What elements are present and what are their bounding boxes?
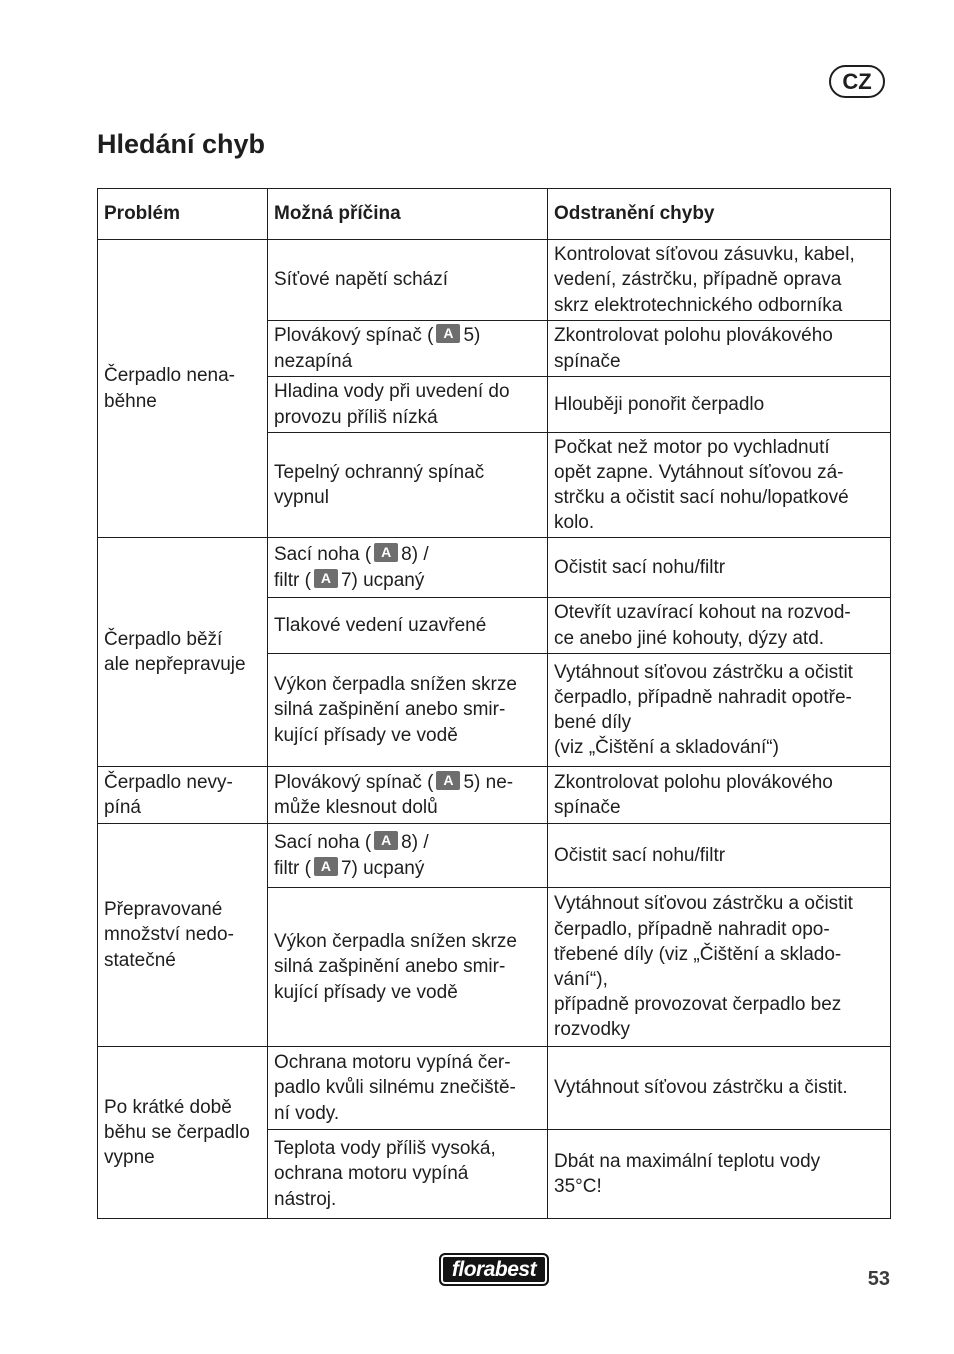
cause-text: 8) / filtr ( [274, 832, 429, 879]
problem-cell: Po krátké době běhu se čerpadlo vypne [98, 1047, 268, 1219]
page-title: Hledání chyb [97, 129, 266, 159]
page-number: 53 [867, 1268, 890, 1290]
remedy-cell: Vytáhnout síťovou zástrčku a očistit čerpadlo, případně nahradit opotře- bené díly (viz „Čištění a skladování“) [548, 654, 891, 767]
table-row [98, 538, 891, 598]
figure-a-ref-icon [436, 324, 460, 343]
cause-text: 7) ucpaný [340, 857, 425, 879]
cause-text: Plovákový spínač ( [274, 325, 434, 347]
header-cause: Možná příčina [268, 189, 548, 240]
remedy-cell: Zkontrolovat polohu plovákového spínače [548, 321, 891, 377]
table-row [98, 240, 891, 321]
remedy-cell: Očistit sací nohu/filtr [548, 824, 891, 888]
cause-cell: Výkon čerpadla snížen skrze silná zašpinění anebo smir- kující přísady ve vodě [268, 654, 548, 767]
table-row [98, 767, 891, 824]
remedy-cell: Dbát na maximální teplotu vody 35°C! [548, 1130, 891, 1219]
logo-text: florabest [451, 1258, 537, 1281]
table-row [98, 824, 891, 888]
cause-cell [268, 767, 548, 824]
remedy-cell: Vytáhnout síťovou zástrčku a čistit. [548, 1047, 891, 1130]
cause-text: Sací noha ( [274, 544, 372, 566]
cause-cell: Tlakové vedení uzavřené [268, 598, 548, 654]
cause-cell: Síťové napětí schází [268, 240, 548, 321]
cause-text: 5) ne- může klesnout dolů [274, 771, 514, 818]
cause-cell [268, 824, 548, 888]
cause-cell: Tepelný ochranný spínač vypnul [268, 433, 548, 538]
problem-cell: Čerpadlo nena- běhne [98, 240, 268, 538]
remedy-cell: Zkontrolovat polohu plovákového spínače [548, 767, 891, 824]
remedy-cell: Otevřít uzavírací kohout na rozvod- ce anebo jiné kohouty, dýzy atd. [548, 598, 891, 654]
florabest-logo [439, 1253, 549, 1286]
header-remedy: Odstranění chyby [548, 189, 891, 240]
figure-a-ref-icon [314, 857, 338, 876]
problem-cell: Přepravované množství nedo- statečné [98, 824, 268, 1047]
figure-a-ref-icon [314, 569, 338, 588]
remedy-cell: Kontrolovat síťovou zásuvku, kabel, vedení, zástrčku, případně oprava skrz elektrotechnického odborníka [548, 240, 891, 321]
figure-a-ref-icon [436, 771, 460, 790]
cause-cell: Hladina vody při uvedení do provozu příliš nízká [268, 377, 548, 433]
cause-cell: Ochrana motoru vypíná čer- padlo kvůli silnému znečiště- ní vody. [268, 1047, 548, 1130]
figure-a-ref-icon [374, 543, 398, 562]
cause-text: Plovákový spínač ( [274, 771, 434, 793]
cause-text: 8) / filtr ( [274, 544, 429, 591]
problem-cell: Čerpadlo běží ale nepřepravuje [98, 538, 268, 767]
language-badge: CZ [829, 65, 885, 98]
table-row [98, 1047, 891, 1130]
cause-cell: Teplota vody příliš vysoká, ochrana motoru vypíná nástroj. [268, 1130, 548, 1219]
remedy-cell: Počkat než motor po vychladnutí opět zapne. Vytáhnout síťovou zá- strčku a očistit sací nohu/lopatkové kolo. [548, 433, 891, 538]
problem-cell: Čerpadlo nevy- píná [98, 767, 268, 824]
header-problem: Problém [98, 189, 268, 240]
remedy-cell: Vytáhnout síťovou zástrčku a očistit čerpadlo, případně nahradit opo- třebené díly (viz „Čištění a sklado- vání“), případně provozovat čerpadlo bez rozvodky [548, 888, 891, 1047]
cause-cell: Výkon čerpadla snížen skrze silná zašpinění anebo smir- kující přísady ve vodě [268, 888, 548, 1047]
remedy-cell: Očistit sací nohu/filtr [548, 538, 891, 598]
cause-text: 7) ucpaný [340, 569, 425, 591]
cause-text: 5) nezapíná [274, 325, 481, 372]
troubleshooting-table [97, 188, 891, 1219]
cause-cell [268, 538, 548, 598]
table-header-row [98, 189, 891, 240]
cause-text: Sací noha ( [274, 832, 372, 854]
figure-a-ref-icon [374, 831, 398, 850]
remedy-cell: Hlouběji ponořit čerpadlo [548, 377, 891, 433]
cause-cell [268, 321, 548, 377]
